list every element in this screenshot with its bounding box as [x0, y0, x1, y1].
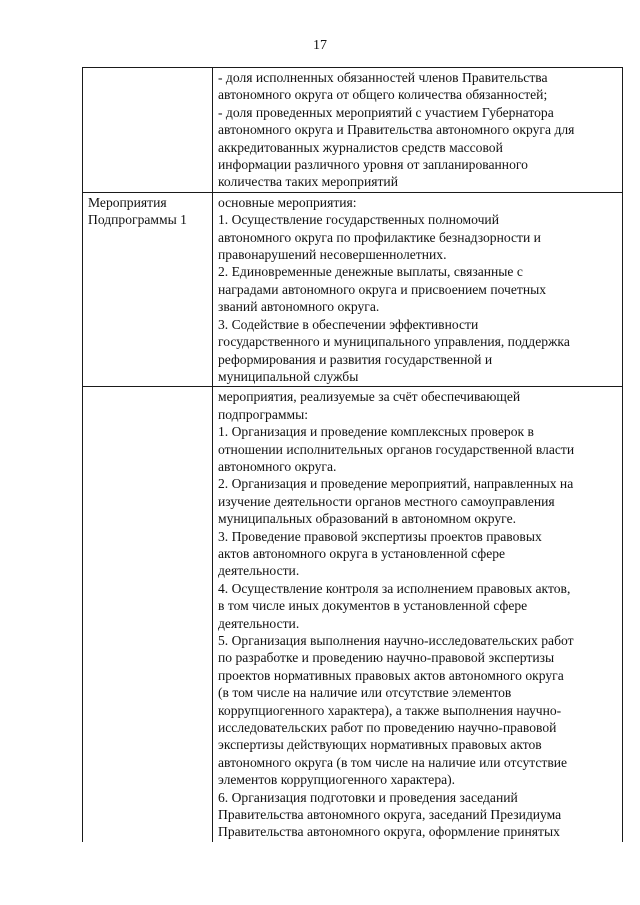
- row-content-line: автономного округа от общего количества обязанностей;: [218, 87, 548, 103]
- row-content-line: 2. Организация и проведение мероприятий, направленных на: [218, 476, 574, 492]
- row-content-line: информации различного уровня от запланированного: [218, 157, 528, 173]
- row-content-line: изучение деятельности органов местного самоуправления: [218, 493, 555, 509]
- program-table: [82, 67, 623, 842]
- row-content-line: муниципальных образований в автономном округе.: [218, 511, 516, 527]
- row-label-cell: [83, 68, 213, 193]
- row-content-line: проектов нормативных правовых актов автономного округа: [218, 667, 564, 683]
- row-content-line: основные мероприятия:: [218, 194, 357, 210]
- row-content-line: автономного округа (в том числе на наличие или отсутствие: [218, 754, 568, 770]
- row-content-line: - доля исполненных обязанностей членов Правительства: [218, 70, 548, 85]
- row-content-line: муниципальной службы: [218, 368, 359, 384]
- row-content-cell: [213, 68, 623, 193]
- row-content-line: коррупциогенного характера), а также выполнения научно-: [218, 702, 562, 718]
- row-content-line: правонарушений несовершеннолетних.: [218, 247, 447, 263]
- row-content-line: (в том числе на наличие или отсутствие элементов: [218, 685, 512, 701]
- row-content-line: исследовательских работ по проведению научно-правовой: [218, 720, 557, 736]
- row-content-line: наградами автономного округа и присвоением почетных: [218, 281, 547, 297]
- row-label-line: Подпрограммы 1: [88, 212, 187, 228]
- row-content-line: Правительства автономного округа, оформление принятых: [218, 824, 560, 840]
- row-content-line: 3. Проведение правовой экспертизы проектов правовых: [218, 528, 542, 544]
- row-content-line: Правительства автономного округа, заседаний Президиума: [218, 807, 562, 823]
- row-content-line: аккредитованных журналистов средств массовой: [218, 139, 503, 155]
- row-label-line: Мероприятия: [88, 194, 167, 210]
- table-row: [83, 192, 623, 386]
- row-content-line: 4. Осуществление контроля за исполнением правовых актов,: [218, 580, 571, 596]
- row-content-line: деятельности.: [218, 563, 300, 579]
- table-row: [83, 387, 623, 842]
- page-number: 17: [313, 38, 327, 53]
- row-content-line: автономного округа и Правительства автономного округа для: [218, 122, 575, 138]
- row-content-line: 3. Содействие в обеспечении эффективности: [218, 316, 479, 332]
- row-content-line: 1. Осуществление государственных полномочий: [218, 212, 499, 228]
- row-content-cell: [213, 192, 623, 386]
- row-content-line: элементов коррупциогенного характера).: [218, 772, 456, 788]
- row-content-line: государственного и муниципального управления, поддержка: [218, 334, 570, 350]
- row-content-line: экспертизы действующих нормативных правовых актов: [218, 737, 542, 753]
- row-content-line: 1. Организация и проведение комплексных проверок в: [218, 424, 534, 440]
- table-row: [83, 68, 623, 193]
- row-content-line: отношении исполнительных органов государственной власти: [218, 441, 575, 457]
- row-content-line: автономного округа.: [218, 458, 337, 474]
- row-content-line: званий автономного округа.: [218, 299, 380, 315]
- row-content-line: подпрограммы:: [218, 406, 308, 422]
- row-label-cell: [83, 192, 213, 386]
- row-content-cell: [213, 387, 623, 842]
- row-content-line: - доля проведенных мероприятий с участием Губернатора: [218, 104, 554, 120]
- row-content-line: автономного округа по профилактике безнадзорности и: [218, 229, 541, 245]
- row-content-line: в том числе иных документов в установленной сфере: [218, 598, 528, 614]
- row-content-line: деятельности.: [218, 615, 300, 631]
- row-content-line: по разработке и проведению научно-правовой экспертизы: [218, 650, 555, 666]
- row-content-line: количества таких мероприятий: [218, 174, 398, 190]
- row-content-line: мероприятия, реализуемые за счёт обеспечивающей: [218, 389, 521, 405]
- row-content-line: 6. Организация подготовки и проведения заседаний: [218, 789, 518, 805]
- row-content-line: 2. Единовременные денежные выплаты, связанные с: [218, 264, 523, 280]
- row-content-line: реформирования и развития государственной и: [218, 351, 493, 367]
- row-label-cell: [83, 387, 213, 842]
- row-content-line: актов автономного округа в установленной сфере: [218, 545, 506, 561]
- row-content-line: 5. Организация выполнения научно-исследовательских работ: [218, 633, 574, 648]
